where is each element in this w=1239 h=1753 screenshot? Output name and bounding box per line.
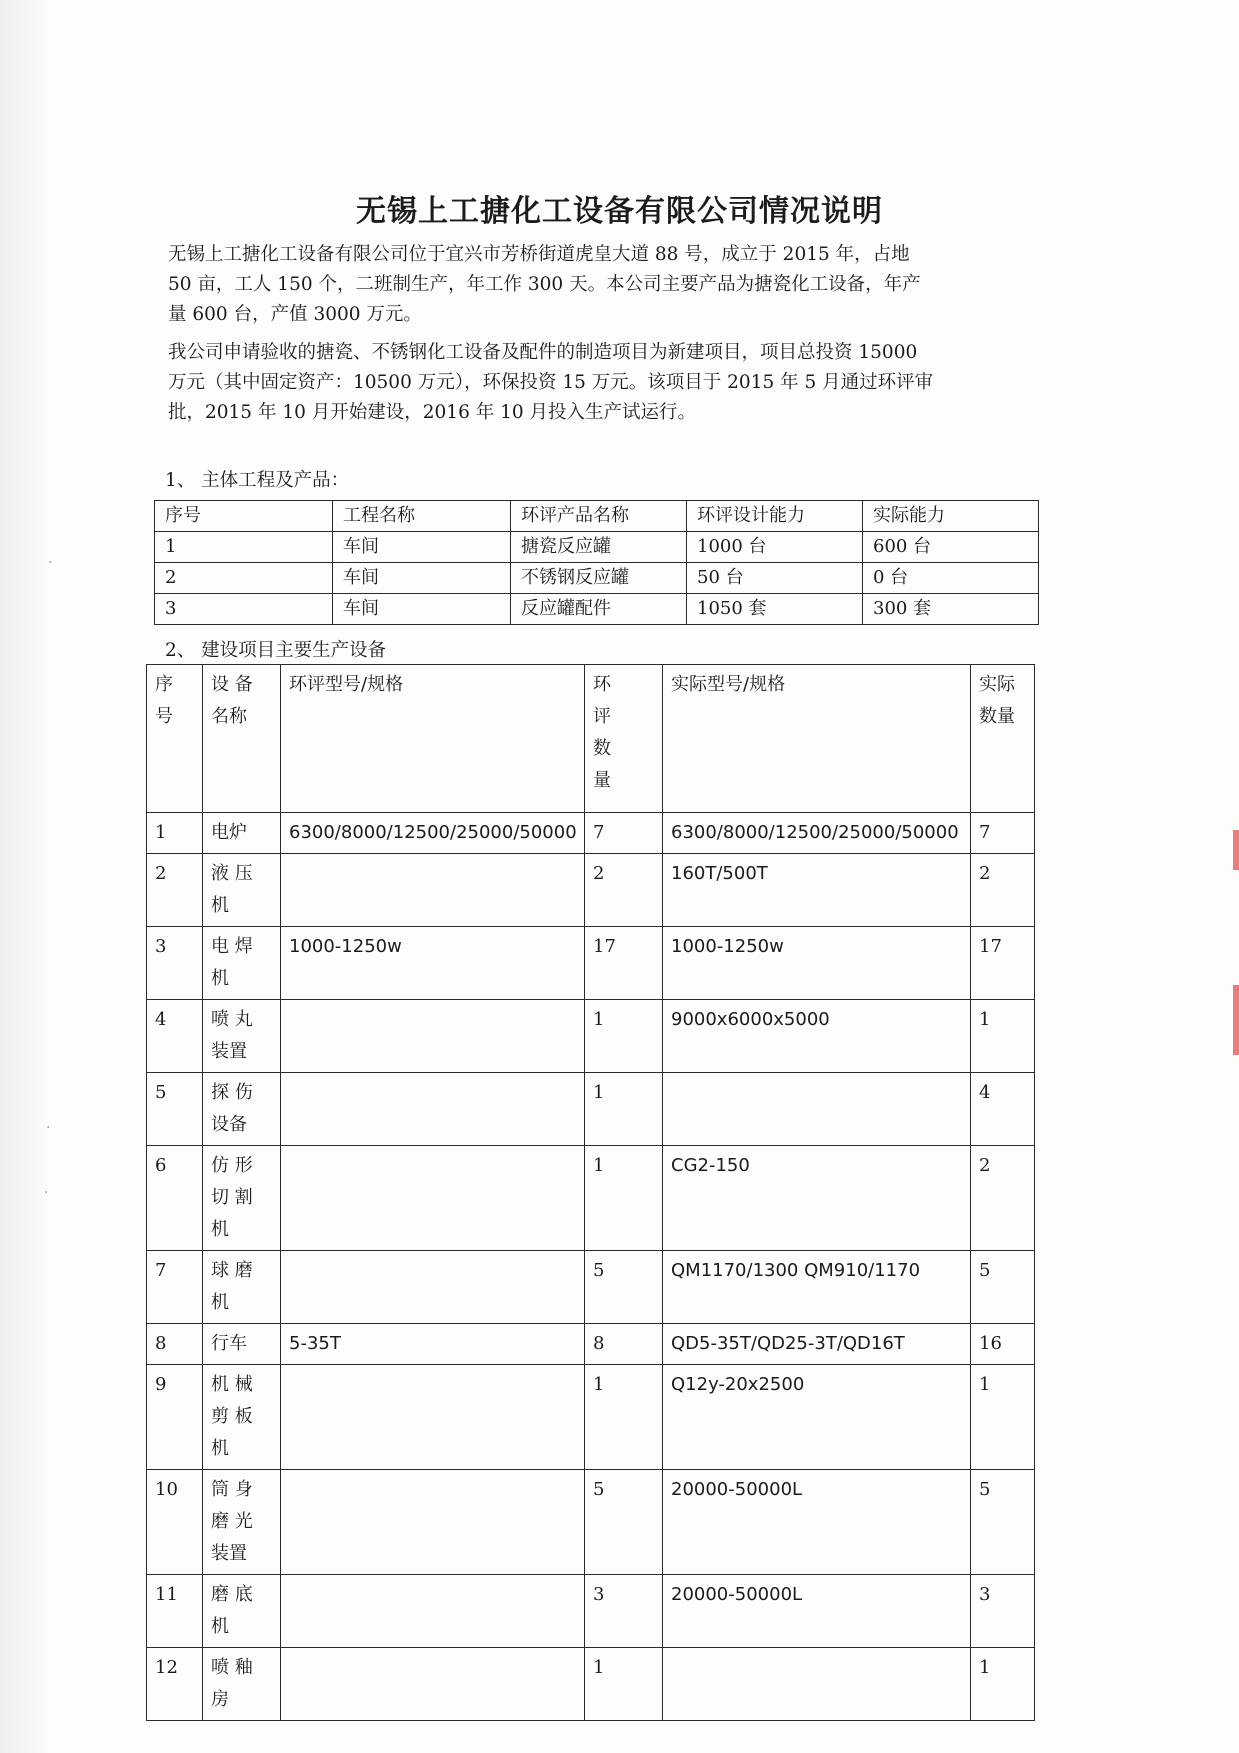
table-cell: 筒 身 磨 光 装置	[203, 1470, 281, 1575]
table-header-cell: 设 备 名称	[203, 665, 281, 813]
table-header-cell: 环评设计能力	[687, 501, 863, 532]
section-2-heading: 2、 建设项目主要生产设备	[165, 640, 387, 661]
table-cell: 50 台	[687, 563, 863, 594]
table-row	[147, 927, 1035, 1000]
table-row	[147, 1324, 1035, 1365]
table-cell: 3	[155, 594, 333, 625]
table-cell: Q12y-20x2500	[663, 1365, 971, 1470]
table-cell: 6300/8000/12500/25000/50000	[663, 813, 971, 854]
table-row	[147, 1575, 1035, 1648]
table-cell: CG2-150	[663, 1146, 971, 1251]
table-cell: 8	[147, 1324, 203, 1365]
table-cell: 2	[971, 854, 1035, 927]
table-row	[147, 1648, 1035, 1721]
table-cell: 车间	[333, 532, 511, 563]
table-cell: 喷 丸 装置	[203, 1000, 281, 1073]
table-row	[147, 1365, 1035, 1470]
table-cell	[281, 1365, 585, 1470]
table-cell: QD5-35T/QD25-3T/QD16T	[663, 1324, 971, 1365]
table-cell: 2	[971, 1146, 1035, 1251]
table-cell: 1000-1250w	[663, 927, 971, 1000]
table-cell: 5	[971, 1251, 1035, 1324]
table-cell: 20000-50000L	[663, 1470, 971, 1575]
scan-speck: ·	[46, 1120, 51, 1136]
text-line: 量 600 台，产值 3000 万元。	[168, 304, 422, 325]
table-cell: 2	[585, 854, 663, 927]
table-cell: 20000-50000L	[663, 1575, 971, 1648]
table-cell: 1	[585, 1365, 663, 1470]
table-cell: 1050 套	[687, 594, 863, 625]
table-cell: 5	[147, 1073, 203, 1146]
table-row	[147, 1470, 1035, 1575]
table-cell: 不锈钢反应罐	[511, 563, 687, 594]
table-header-cell: 实际能力	[863, 501, 1039, 532]
table-cell	[281, 1470, 585, 1575]
intro-paragraph-1	[168, 240, 1038, 330]
text-line: 无锡上工搪化工设备有限公司位于宜兴市芳桥街道虎皇大道 88 号，成立于 2015 年，占地	[168, 244, 910, 265]
table-cell: 7	[971, 813, 1035, 854]
table-cell: 0 台	[863, 563, 1039, 594]
table-cell: 6300/8000/12500/25000/50000	[281, 813, 585, 854]
table-row	[155, 563, 1039, 594]
table-cell: 300 套	[863, 594, 1039, 625]
table-cell	[281, 1000, 585, 1073]
table-cell: 1	[971, 1000, 1035, 1073]
text-line: 万元（其中固定资产：10500 万元），环保投资 15 万元。该项目于 2015 年 5 月通过环评审	[168, 372, 934, 393]
table-cell	[663, 1073, 971, 1146]
table-cell: QM1170/1300 QM910/1170	[663, 1251, 971, 1324]
table-cell: 1000 台	[687, 532, 863, 563]
table-header-cell: 环 评 数 量	[585, 665, 663, 813]
table-cell: 3	[147, 927, 203, 1000]
section-1-heading: 1、 主体工程及产品：	[165, 470, 350, 491]
table-header-cell: 环评产品名称	[511, 501, 687, 532]
table-cell: 磨 底 机	[203, 1575, 281, 1648]
scan-fold-shadow	[0, 0, 52, 1753]
table-cell	[281, 1073, 585, 1146]
table-cell: 1000-1250w	[281, 927, 585, 1000]
table-cell: 600 台	[863, 532, 1039, 563]
table-header-cell: 工程名称	[333, 501, 511, 532]
scan-edge-mark	[1233, 830, 1239, 870]
table-cell: 16	[971, 1324, 1035, 1365]
scan-speck: ·	[44, 1185, 49, 1201]
table-row	[147, 1146, 1035, 1251]
table-cell: 1	[585, 1000, 663, 1073]
table-cell: 行车	[203, 1324, 281, 1365]
table-cell: 6	[147, 1146, 203, 1251]
table-cell: 搪瓷反应罐	[511, 532, 687, 563]
table-cell: 1	[971, 1365, 1035, 1470]
table-header-cell: 序 号	[147, 665, 203, 813]
table-header-row	[147, 665, 1035, 813]
table-cell: 5	[585, 1470, 663, 1575]
table-cell: 2	[147, 854, 203, 927]
table-cell: 2	[155, 563, 333, 594]
table-cell: 160T/500T	[663, 854, 971, 927]
table-cell	[663, 1648, 971, 1721]
table-cell: 10	[147, 1470, 203, 1575]
table-cell: 1	[585, 1648, 663, 1721]
table-cell: 车间	[333, 594, 511, 625]
table-cell: 5	[585, 1251, 663, 1324]
table-cell	[281, 1251, 585, 1324]
equipment-table	[146, 664, 1035, 1721]
table-cell: 仿 形 切 割 机	[203, 1146, 281, 1251]
scan-edge-mark	[1233, 985, 1239, 1055]
table-cell: 1	[971, 1648, 1035, 1721]
table-row	[155, 594, 1039, 625]
table-header-cell: 实际型号/规格	[663, 665, 971, 813]
table-header-cell: 环评型号/规格	[281, 665, 585, 813]
table-row	[147, 1251, 1035, 1324]
table-cell: 电炉	[203, 813, 281, 854]
table-cell: 车间	[333, 563, 511, 594]
table-cell	[281, 1146, 585, 1251]
table-cell: 9000x6000x5000	[663, 1000, 971, 1073]
table-cell: 1	[155, 532, 333, 563]
table-cell: 喷 釉 房	[203, 1648, 281, 1721]
document-title: 无锡上工搪化工设备有限公司情况说明	[356, 194, 883, 229]
table-cell: 1	[147, 813, 203, 854]
table-cell: 17	[585, 927, 663, 1000]
table-cell: 机 械 剪 板 机	[203, 1365, 281, 1470]
table-cell: 9	[147, 1365, 203, 1470]
table-cell: 8	[585, 1324, 663, 1365]
table-cell: 5-35T	[281, 1324, 585, 1365]
table-row	[147, 854, 1035, 927]
products-table	[154, 500, 1039, 625]
table-cell	[281, 854, 585, 927]
table-cell: 球 磨 机	[203, 1251, 281, 1324]
table-cell: 5	[971, 1470, 1035, 1575]
text-line: 批，2015 年 10 月开始建设，2016 年 10 月投入生产试运行。	[168, 402, 697, 423]
table-cell: 3	[585, 1575, 663, 1648]
text-line: 我公司申请验收的搪瓷、不锈钢化工设备及配件的制造项目为新建项目，项目总投资 15000	[168, 342, 918, 363]
table-header-cell: 实际 数量	[971, 665, 1035, 813]
table-cell: 3	[971, 1575, 1035, 1648]
table-header-cell: 序号	[155, 501, 333, 532]
table-row	[147, 813, 1035, 854]
table-cell: 探 伤 设备	[203, 1073, 281, 1146]
table-cell: 7	[585, 813, 663, 854]
table-cell: 液 压 机	[203, 854, 281, 927]
intro-paragraph-2	[168, 338, 1038, 428]
table-row	[147, 1073, 1035, 1146]
table-cell: 17	[971, 927, 1035, 1000]
table-cell: 7	[147, 1251, 203, 1324]
table-cell: 电 焊 机	[203, 927, 281, 1000]
table-row	[155, 532, 1039, 563]
table-cell: 反应罐配件	[511, 594, 687, 625]
table-cell: 12	[147, 1648, 203, 1721]
table-cell: 4	[147, 1000, 203, 1073]
table-cell: 4	[971, 1073, 1035, 1146]
table-cell: 1	[585, 1073, 663, 1146]
table-header-row	[155, 501, 1039, 532]
scan-speck: ·	[48, 555, 53, 571]
table-cell	[281, 1648, 585, 1721]
text-line: 50 亩，工人 150 个，二班制生产，年工作 300 天。本公司主要产品为搪瓷化工设备，年产	[168, 274, 921, 295]
table-row	[147, 1000, 1035, 1073]
table-cell: 11	[147, 1575, 203, 1648]
table-cell	[281, 1575, 585, 1648]
table-cell: 1	[585, 1146, 663, 1251]
